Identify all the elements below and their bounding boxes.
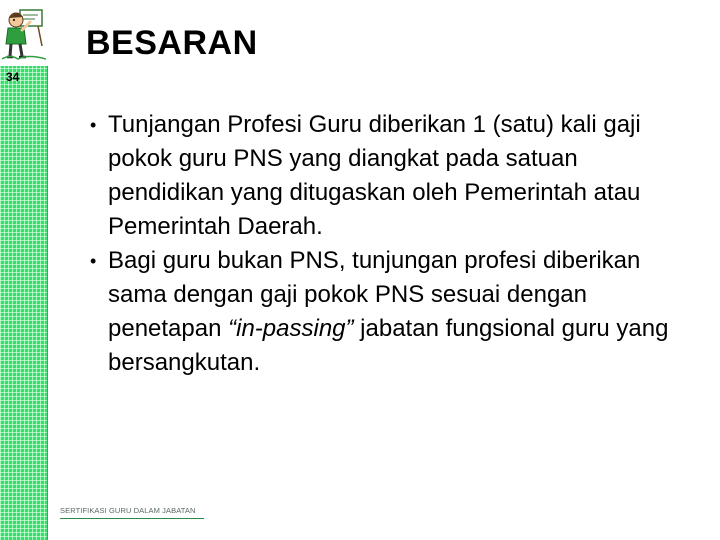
bullet-text-part: Bagi guru bukan PNS, tunjungan profesi diberikan sama dengan gaji pokok PNS sesuai dengan penetapan	[108, 247, 641, 342]
bullet-text-italic: “in-passing”	[228, 315, 354, 342]
bullet-list	[90, 108, 700, 380]
bullet-icon: •	[90, 251, 97, 271]
slide-title: BESARAN	[86, 24, 258, 62]
page-number: 34	[6, 70, 20, 84]
bullet-text-part: jabatan fungsional guru yang bersangkutan.	[108, 315, 669, 376]
bullet-text: Tunjangan Profesi Guru diberikan 1 (satu) kali gaji pokok guru PNS yang diangkat pada satuan pendidikan yang ditugaskan oleh Pemerintah atau Pemerintah Daerah.	[108, 111, 641, 240]
footer-label: SERTIFIKASI GURU DALAM JABATAN	[60, 506, 204, 519]
bullet-text	[108, 244, 700, 380]
teacher-cartoon-icon	[2, 4, 46, 60]
bullet-item	[90, 244, 700, 380]
bullet-icon: •	[90, 115, 97, 135]
bullet-item	[90, 108, 700, 244]
